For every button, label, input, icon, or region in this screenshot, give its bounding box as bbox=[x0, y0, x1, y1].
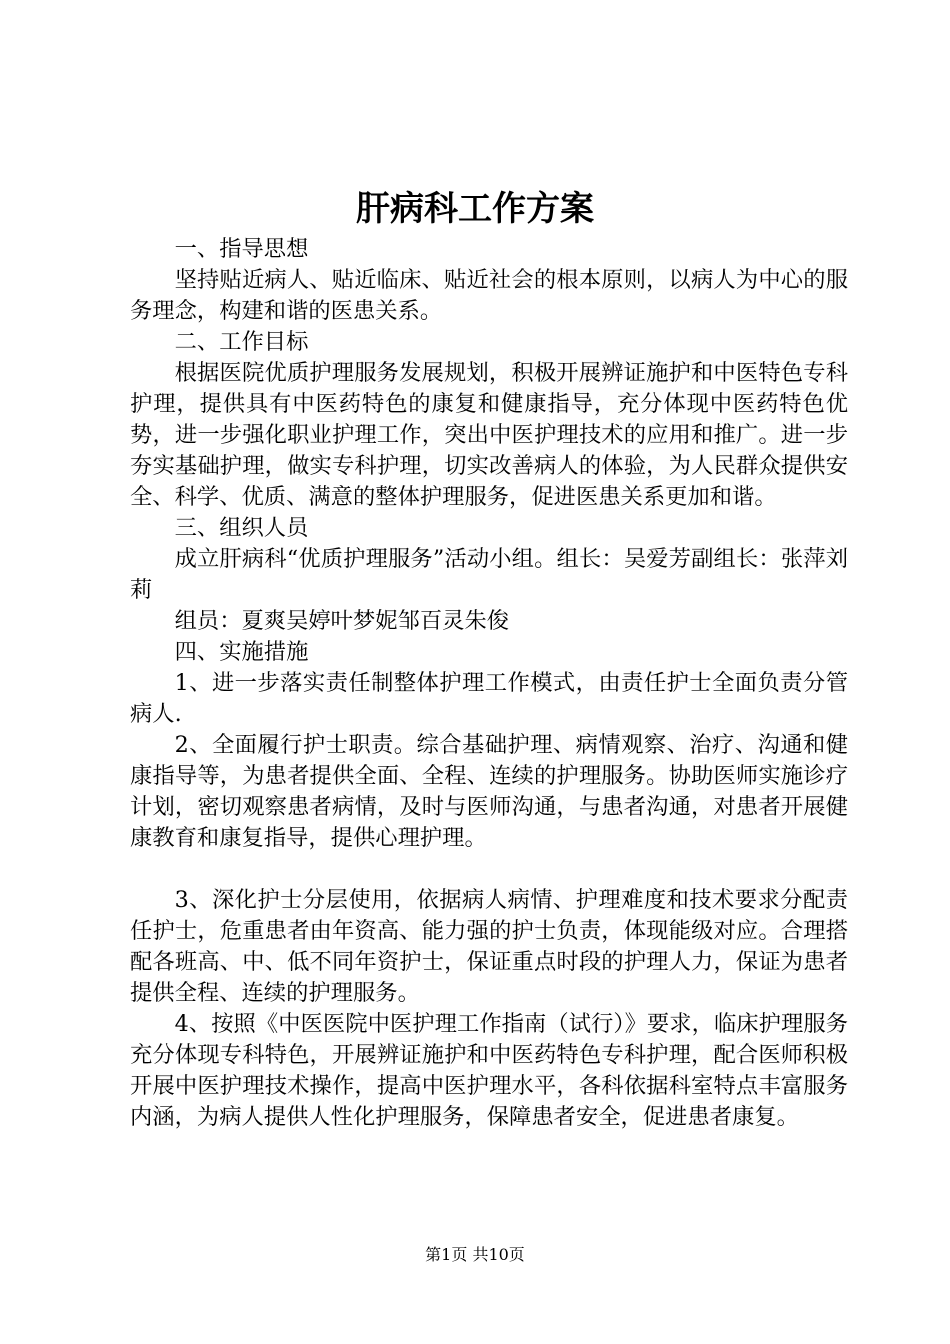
page-footer: 第1页 共10页 bbox=[425, 1245, 525, 1264]
section-heading-guiding-ideology: 一、指导思想 bbox=[174, 236, 309, 262]
section-heading-measures: 四、实施措施 bbox=[174, 639, 309, 665]
paragraph-measure-3: 3、深化护士分层使用，依据病人病情、护理难度和技术要求分配责任护士，危重患者由年资高、能力强的护士负责，体现能级对应。合理搭配各班高、中、低不同年资护士，保证重点时段的护理人力，保证为患者提供全程、连续的护理服务。 bbox=[130, 887, 848, 1006]
paragraph-guiding-ideology: 坚持贴近病人、贴近临床、贴近社会的根本原则，以病人为中心的服务理念，构建和谐的医患关系。 bbox=[130, 267, 848, 324]
section-heading-organization: 三、组织人员 bbox=[174, 515, 309, 541]
section-heading-work-goals: 二、工作目标 bbox=[174, 329, 309, 355]
paragraph-measure-2: 2、全面履行护士职责。综合基础护理、病情观察、治疗、沟通和健康指导等，为患者提供全面、全程、连续的护理服务。协助医师实施诊疗计划，密切观察患者病情，及时与医师沟通，与患者沟通，对患者开展健康教育和康复指导，提供心理护理。 bbox=[130, 732, 848, 851]
paragraph-work-goals: 根据医院优质护理服务发展规划，积极开展辨证施护和中医特色专科护理，提供具有中医药特色的康复和健康指导，充分体现中医药特色优势，进一步强化职业护理工作，突出中医护理技术的应用和推广。进一步夯实基础护理，做实专科护理，切实改善病人的体验，为人民群众提供安全、科学、优质、满意的整体护理服务，促进医患关系更加和谐。 bbox=[130, 360, 848, 510]
paragraph-organization-members: 组员：夏爽吴婷叶梦妮邹百灵朱俊 bbox=[174, 608, 510, 634]
paragraph-organization-leaders: 成立肝病科“优质护理服务”活动小组。组长：吴爱芳副组长：张萍刘莉 bbox=[130, 546, 848, 603]
document-title: 肝病科工作方案 bbox=[356, 189, 594, 229]
paragraph-measure-4: 4、按照《中医医院中医护理工作指南（试行）》要求，临床护理服务充分体现专科特色，开展辨证施护和中医药特色专科护理，配合医师积极开展中医护理技术操作，提高中医护理水平，各科依据科室特点丰富服务内涵，为病人提供人性化护理服务，保障患者安全，促进患者康复。 bbox=[130, 1011, 848, 1130]
paragraph-measure-1: 1、进一步落实责任制整体护理工作模式，由责任护士全面负责分管病人. bbox=[130, 670, 848, 727]
document-body bbox=[130, 234, 848, 1133]
paragraph-spacer bbox=[130, 854, 848, 885]
